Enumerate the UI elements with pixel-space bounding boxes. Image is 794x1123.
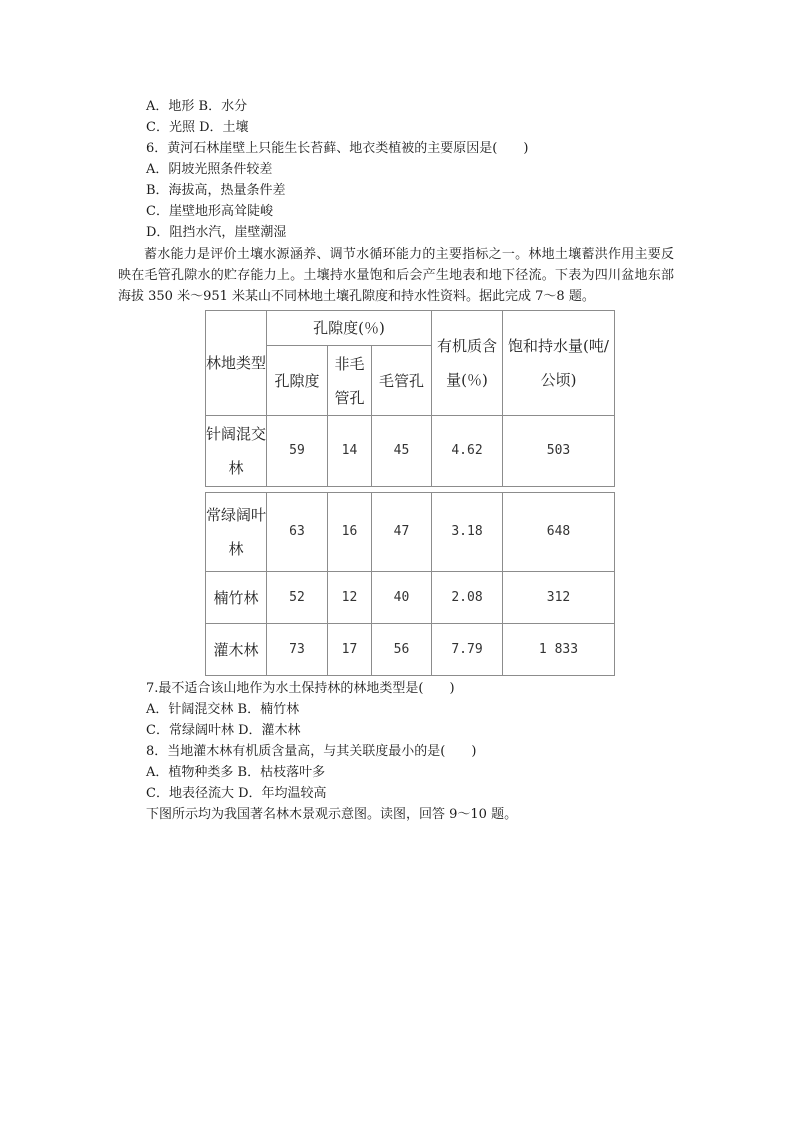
cell-non-capillary: 12 xyxy=(328,572,372,624)
intro-paragraph: 蓄水能力是评价土壤水源涵养、调节水循环能力的主要指标之一。林地土壤蓄洪作用主要反映在毛管孔隙水的贮存能力上。土壤持水量饱和后会产生地表和地下径流。下表为四川盆地东部海拔 350 米～951 米某山不同林地土壤孔隙度和持水性资料。据此完成 7～8 题。 xyxy=(118,247,674,304)
option-line: C．光照 D．土壤 xyxy=(146,120,249,135)
cell-type: 针阔混交林 xyxy=(206,416,267,487)
option-line: A．地形 B．水分 xyxy=(146,99,248,114)
cell-organic: 3.18 xyxy=(432,493,503,572)
figure-intro: 下图所示均为我国著名林木景观示意图。读图，回答 9～10 题。 xyxy=(146,807,518,822)
cell-porosity: 59 xyxy=(267,416,328,487)
cell-organic: 4.62 xyxy=(432,416,503,487)
question-6: 6．黄河石林崖壁上只能生长苔藓、地衣类植被的主要原因是( ) xyxy=(146,141,529,156)
header-saturation: 饱和持水量(吨/公顷) xyxy=(503,311,615,416)
cell-organic: 7.79 xyxy=(432,624,503,676)
option-line: C．崖壁地形高耸陡峻 xyxy=(146,204,273,219)
header-porosity-group: 孔隙度(％) xyxy=(267,311,432,346)
option-line: D．阻挡水汽，崖壁潮湿 xyxy=(146,225,287,240)
option-line: B．海拔高，热量条件差 xyxy=(146,183,286,198)
cell-saturation: 648 xyxy=(503,493,615,572)
table-row xyxy=(206,572,615,624)
table-row xyxy=(206,493,615,572)
cell-non-capillary: 14 xyxy=(328,416,372,487)
option-line: C．地表径流大 D．年均温较高 xyxy=(146,786,327,801)
cell-capillary: 47 xyxy=(372,493,432,572)
header-organic: 有机质含量(％) xyxy=(432,311,503,416)
cell-type: 灌木林 xyxy=(206,624,267,676)
cell-organic: 2.08 xyxy=(432,572,503,624)
option-line: A．植物种类多 B．枯枝落叶多 xyxy=(146,765,326,780)
table-row xyxy=(206,624,615,676)
header-capillary: 毛管孔 xyxy=(372,346,432,416)
option-line: C．常绿阔叶林 D．灌木林 xyxy=(146,723,301,738)
data-table-part1 xyxy=(205,310,615,487)
cell-porosity: 63 xyxy=(267,493,328,572)
cell-capillary: 56 xyxy=(372,624,432,676)
cell-porosity: 73 xyxy=(267,624,328,676)
cell-saturation: 1 833 xyxy=(503,624,615,676)
header-non-capillary: 非毛管孔 xyxy=(328,346,372,416)
question-8: 8．当地灌木林有机质含量高，与其关联度最小的是( ) xyxy=(146,744,477,759)
option-line: A．针阔混交林 B．楠竹林 xyxy=(146,702,300,717)
header-type xyxy=(206,311,267,416)
cell-type: 常绿阔叶林 xyxy=(206,493,267,572)
data-table-part2 xyxy=(205,492,615,676)
cell-type: 楠竹林 xyxy=(206,572,267,624)
cell-saturation: 503 xyxy=(503,416,615,487)
question-7: 7.最不适合该山地作为水土保持林的林地类型是( ) xyxy=(146,681,455,696)
cell-capillary: 45 xyxy=(372,416,432,487)
cell-saturation: 312 xyxy=(503,572,615,624)
cell-non-capillary: 16 xyxy=(328,493,372,572)
cell-capillary: 40 xyxy=(372,572,432,624)
cell-non-capillary: 17 xyxy=(328,624,372,676)
header-type-label: 林地类型 xyxy=(206,354,267,372)
header-porosity: 孔隙度 xyxy=(267,346,328,416)
option-line: A．阴坡光照条件较差 xyxy=(146,162,273,177)
cell-porosity: 52 xyxy=(267,572,328,624)
table-row xyxy=(206,416,615,487)
